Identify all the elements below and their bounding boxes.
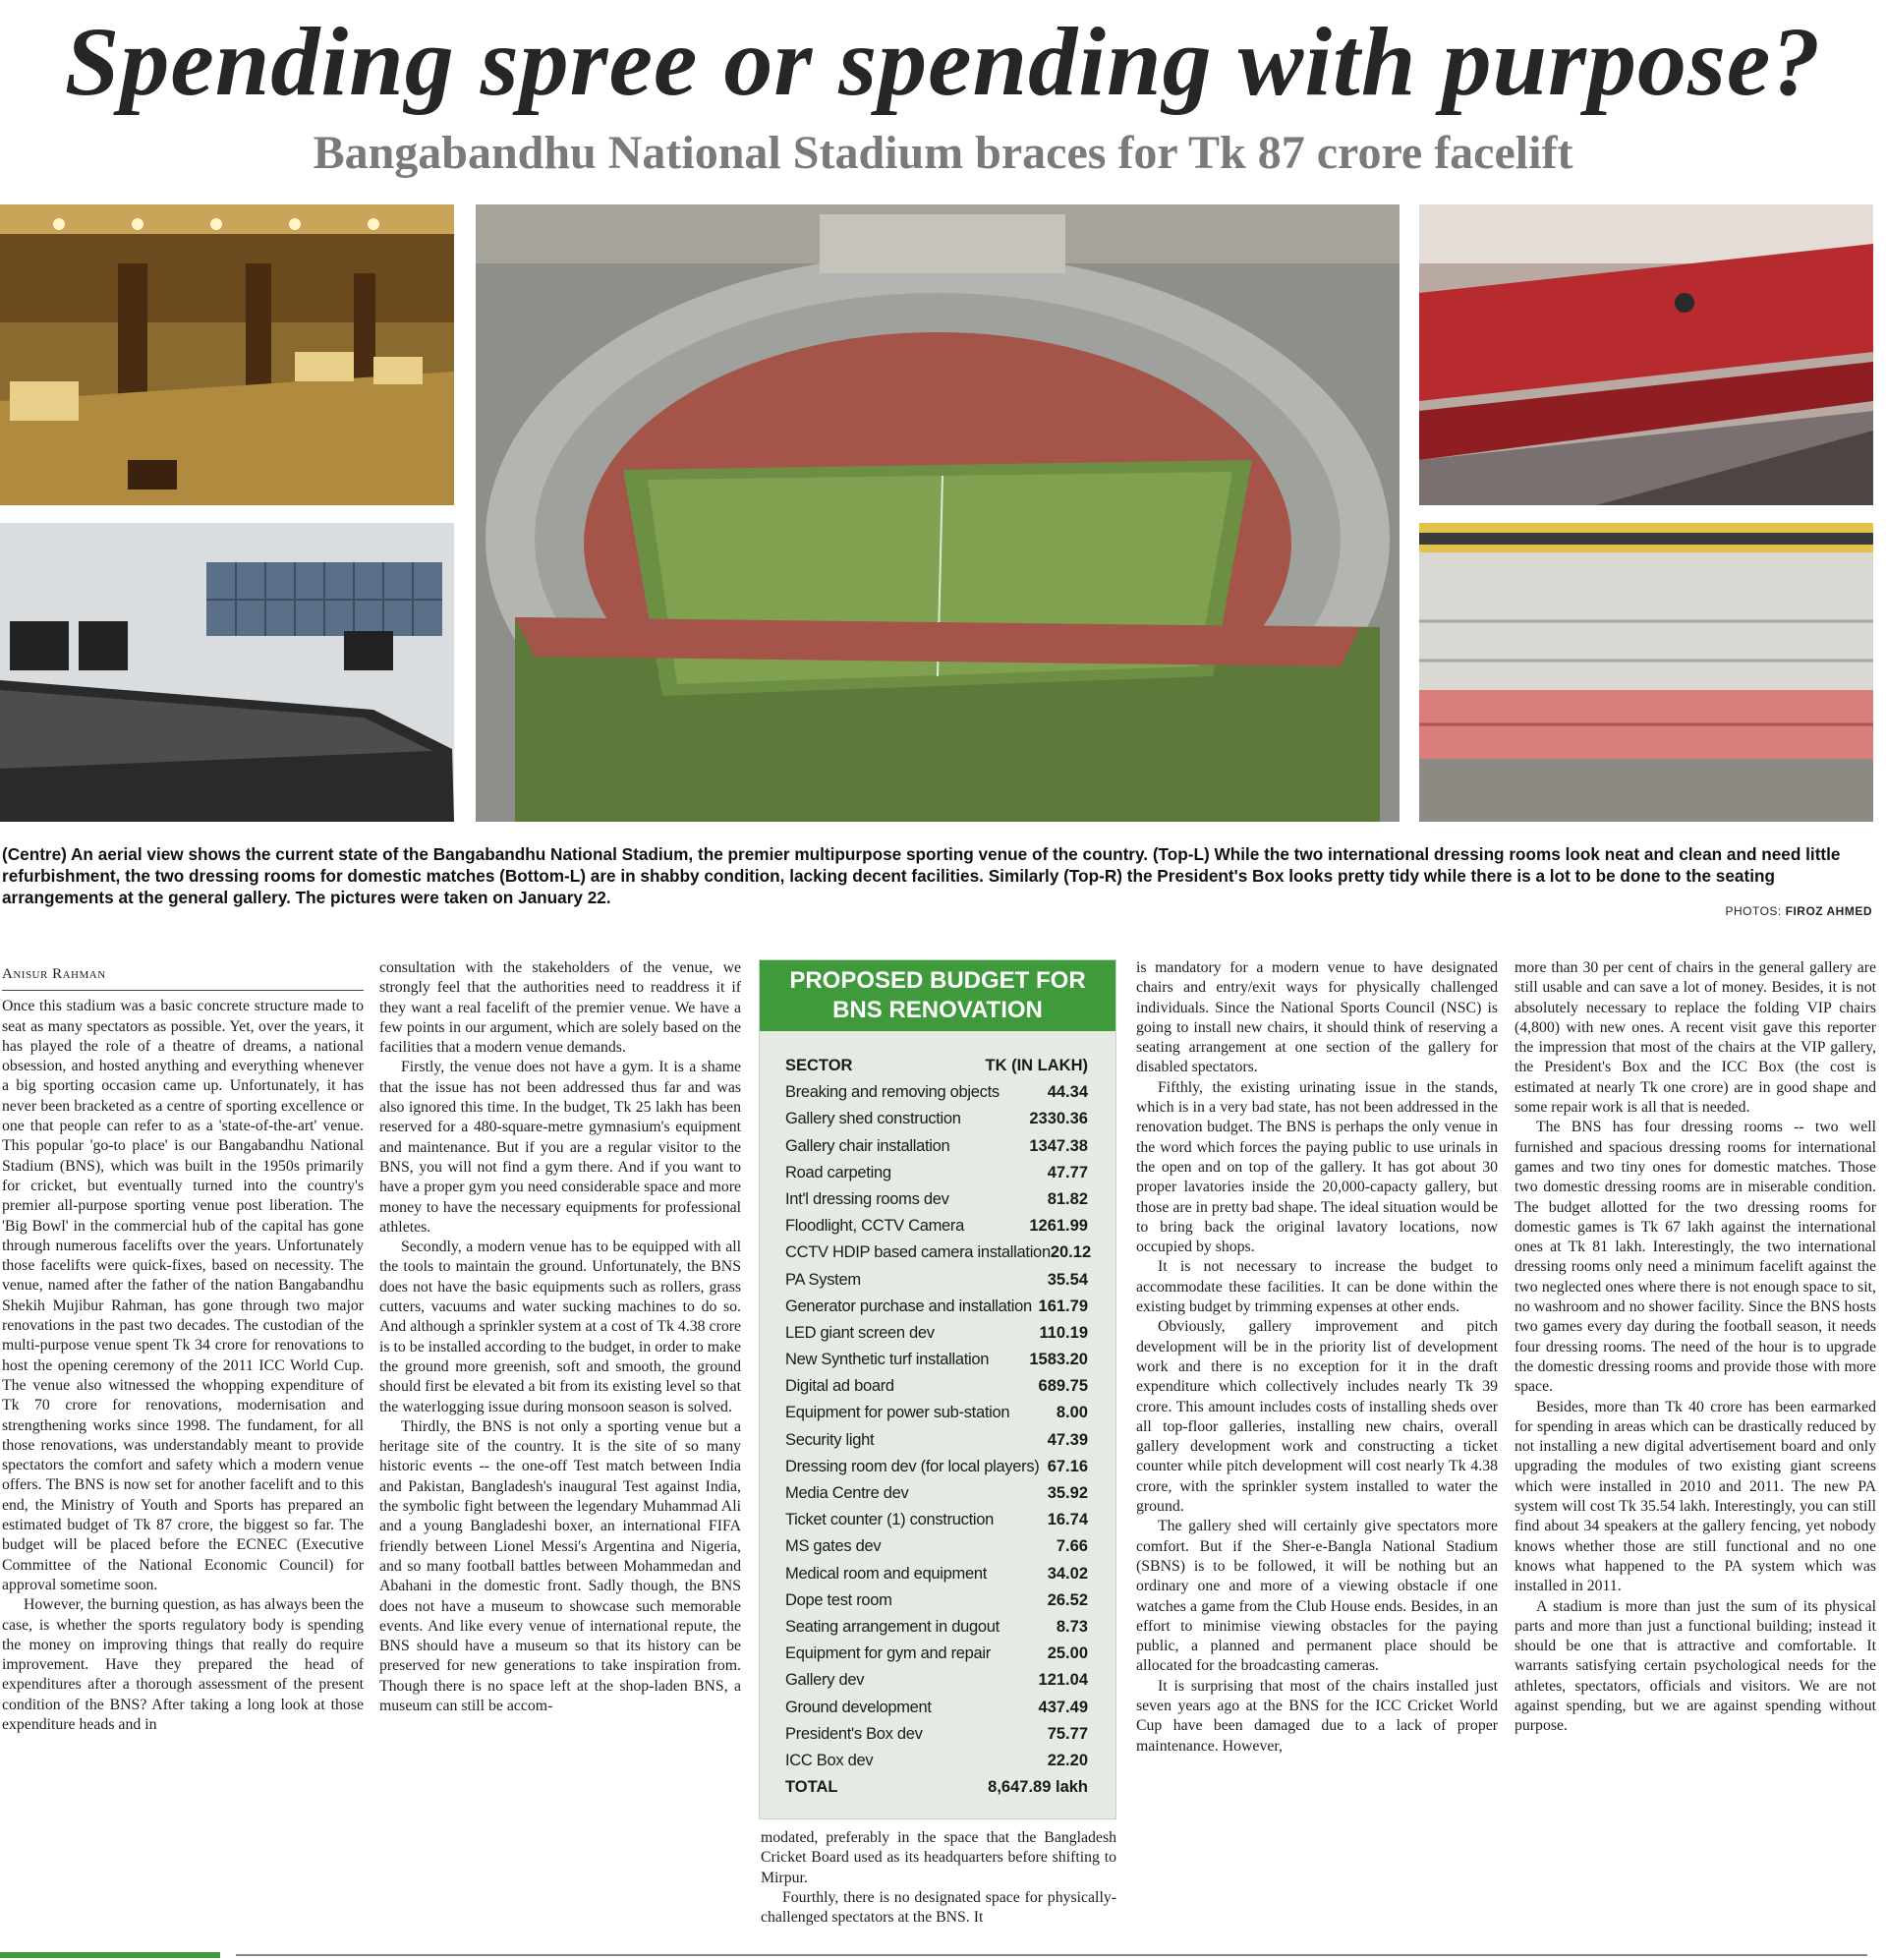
article-column-4	[1136, 958, 1498, 1951]
article-paragraph: Fifthly, the existing urinating issue in the stands, which is in a very bad state, has not been addressed in the renovation budget. The BNS is perhaps the only venue in the word which forces the paying public to use urinals in the open and on top of the gallery. It has got about 30 proper lavatories inside the 20,000-capacty gallery, but those are in pretty bad shape. The ideal situation would be to bring back the original lavatory locations, now occupied by shops.	[1136, 1078, 1498, 1256]
budget-value: 35.54	[1047, 1270, 1088, 1289]
budget-row	[785, 1533, 1088, 1560]
article-paragraph: Secondly, a modern venue has to be equipped with all the tools to maintain the ground. Unfortunately, the BNS does not have the basic equipments such as rollers, grass cutters, vacuums and water sucking machines to do so. And although a sprinkler system at a cost of Tk 4.38 crore is to be installed according to the budget, in order to make the ground more greenish, soft and smooth, the ground should first be elevated a bit from its existing level so that the waterlogging issue during monsoon season is solved.	[379, 1239, 741, 1415]
photo-stadium-aerial-view	[476, 204, 1400, 822]
budget-value: 121.04	[1038, 1671, 1088, 1690]
photo-general-gallery-seats	[1419, 523, 1873, 822]
budget-sector: Equipment for power sub-station	[785, 1404, 1010, 1422]
budget-value: 1347.38	[1029, 1136, 1088, 1155]
photo-domestic-dressing-room	[0, 523, 454, 822]
article-column-3	[761, 1828, 1116, 1954]
article-column-5	[1515, 958, 1876, 1951]
photo-credit-label: PHOTOS:	[1725, 904, 1782, 918]
budget-header-value: TK (IN LAKH)	[985, 1057, 1088, 1074]
budget-table-box	[759, 959, 1116, 1819]
budget-row	[785, 1667, 1088, 1694]
budget-row	[785, 1160, 1088, 1186]
article-paragraph: Firstly, the venue does not have a gym. It is a shame that the issue has not been addressed thus far and was also ignored this time. In the budget, Tk 25 lakh has been reserved for a 480-square-metre gymnasium's equipment and maintenance. But if you are a regular visitor to the BNS, you will not find a gym there. And if you want to have a proper gym you need considerable space and more money to have the necessary equipments for professional athletes.	[379, 1059, 741, 1236]
budget-value: 2330.36	[1029, 1110, 1088, 1128]
byline: Anisur Rahman	[2, 966, 106, 982]
budget-value: 110.19	[1039, 1323, 1088, 1342]
byline-rule	[2, 990, 364, 991]
budget-row	[785, 1507, 1088, 1533]
budget-sector: Media Centre dev	[785, 1484, 909, 1502]
budget-row	[785, 1614, 1088, 1641]
budget-row	[785, 1748, 1088, 1774]
budget-value: 7.66	[1056, 1537, 1088, 1556]
budget-sector: CCTV HDIP based camera installation	[785, 1243, 1051, 1262]
budget-sector: Ground development	[785, 1698, 932, 1716]
article-paragraph: The gallery shed will certainly give spectators more comfort. But if the Sher-e-Bangla National Stadium (SBNS) is to be followed, it will be nothing but an ordinary one and more of a viewing obstacle if one watches a game from the Club House ends. Besides, in an effort to minimise viewing obstacles for the paying public, a planned and permanent place should be allocated for the broadcasting cameras.	[1136, 1518, 1498, 1675]
budget-row	[785, 1427, 1088, 1454]
budget-value: 22.20	[1047, 1751, 1088, 1769]
budget-value: 67.16	[1047, 1457, 1088, 1475]
budget-sector: Digital ad board	[785, 1377, 894, 1396]
budget-sector: Dope test room	[785, 1590, 892, 1609]
budget-row	[785, 1641, 1088, 1667]
budget-row	[785, 1400, 1088, 1426]
budget-row	[785, 1695, 1088, 1721]
budget-table	[760, 1031, 1115, 1801]
budget-sector: PA System	[785, 1270, 861, 1289]
budget-row	[785, 1561, 1088, 1587]
budget-sector: MS gates dev	[785, 1537, 882, 1556]
budget-value: 47.77	[1047, 1163, 1088, 1182]
budget-title-line-2: BNS RENOVATION	[832, 997, 1043, 1023]
budget-sector: LED giant screen dev	[785, 1323, 935, 1342]
budget-row	[785, 1347, 1088, 1373]
budget-row	[785, 1373, 1088, 1400]
budget-row	[785, 1106, 1088, 1132]
budget-sector: Int'l dressing rooms dev	[785, 1189, 949, 1208]
article-paragraph: modated, preferably in the space that the Bangladesh Cricket Board used as its headquarters before shifting to Mirpur.	[761, 1829, 1116, 1886]
budget-row	[785, 1186, 1088, 1213]
budget-title-line-1: PROPOSED BUDGET FOR	[789, 967, 1086, 994]
budget-sector: Gallery chair installation	[785, 1136, 950, 1155]
budget-value: 81.82	[1047, 1189, 1088, 1208]
budget-value: 8.00	[1056, 1404, 1088, 1422]
article-column-2	[379, 958, 741, 1951]
photo-presidents-box	[1419, 204, 1873, 505]
budget-value: 34.02	[1047, 1564, 1088, 1583]
photo-caption: (Centre) An aerial view shows the current state of the Bangabandhu National Stadium, the premier multipurpose sporting venue of the country. (Top-L) While the two international dressing rooms look neat and clean and need little refurbishment, the two dressing rooms for domestic matches (Bottom-L) are in shabby condition, lacking decent facilities. Similarly (Top-R) the President's Box looks pretty tidy while there is a lot to be done to the seating arrangements at the general gallery. The pictures were taken on January 22.	[2, 844, 1841, 907]
article-paragraph: It is not necessary to increase the budget to accommodate these facilities. It can be done within the existing budget by trimming expenses at other ends.	[1136, 1258, 1498, 1316]
subheadline: Bangabandhu National Stadium braces for Tk 87 crore facelift	[313, 127, 1573, 179]
budget-sector: Seating arrangement in dugout	[785, 1617, 1000, 1636]
budget-value: 35.92	[1047, 1484, 1088, 1502]
budget-total-row	[785, 1774, 1088, 1801]
budget-sector: Generator purchase and installation	[785, 1297, 1032, 1315]
budget-value: 437.49	[1038, 1698, 1088, 1716]
budget-sector: Medical room and equipment	[785, 1564, 987, 1583]
footer-rule	[236, 1954, 1867, 1956]
budget-row	[785, 1294, 1088, 1320]
budget-value: 47.39	[1047, 1430, 1088, 1449]
footer-accent-bar	[0, 1952, 220, 1958]
budget-total-value: 8,647.89 lakh	[988, 1778, 1088, 1797]
budget-value: 689.75	[1038, 1377, 1088, 1396]
budget-sector: ICC Box dev	[785, 1751, 874, 1769]
budget-row	[785, 1267, 1088, 1294]
budget-sector: New Synthetic turf installation	[785, 1351, 990, 1369]
budget-row	[785, 1454, 1088, 1480]
photo-international-dressing-room	[0, 204, 454, 505]
article-paragraph: is mandatory for a modern venue to have designated chairs and entry/exit ways for physically challenged individuals. Since the National Sports Council (NSC) is going to install new chairs, it should think of reserving a seating arrangement at one section of the gallery for disabled spectators.	[1136, 959, 1498, 1076]
article-paragraph: Thirdly, the BNS is not only a sporting venue but a heritage site of the country. It is the site of so many historic events -- the one-off Test match between India and Pakistan, Bangladesh's inaugural Test against India, the symbolic fight between the legendary Muhammad Ali and a young Bangladeshi boxer, an international FIFA friendly between Lionel Messi's Argentina and Nigeria, and so many football battles between Mohammedan and Abahani in the domestic front. Sadly though, the BNS does not have a museum to showcase such memorable events. And like every venue of international repute, the BNS should have a museum so that its history can be preserved for new generations to take inspiration from. Though there is no space left at the shop-laden BNS, a museum can still be accom-	[379, 1417, 741, 1714]
budget-row	[785, 1721, 1088, 1748]
budget-sector: President's Box dev	[785, 1724, 923, 1743]
article-paragraph: consultation with the stakeholders of the venue, we strongly feel that the authorities need to readdress it if they want a real facelift of the premier venue. We have a few points in our argument, which are solely based on the facilities that a modern venue demands.	[379, 959, 741, 1057]
budget-value: 16.74	[1047, 1511, 1088, 1529]
budget-row	[785, 1239, 1092, 1266]
budget-title	[760, 960, 1115, 1031]
budget-row	[785, 1079, 1088, 1106]
photo-credit-name: FIROZ AHMED	[1785, 904, 1872, 918]
article-paragraph: Obviously, gallery improvement and pitch development will be in the priority list of development work and there is no exception for it in the draft expenditure which collectively includes nearly Tk 39 crore. This amount includes costs of installing sheds over all top-floor galleries, installing new chairs, overall gallery development work and constructing a ticket counter while pitch development will cost nearly Tk 4.38 crore, with the sprinkler system installed to water the ground.	[1136, 1318, 1498, 1516]
budget-header-row	[785, 1053, 1088, 1079]
budget-value: 75.77	[1047, 1724, 1088, 1743]
article-paragraph: It is surprising that most of the chairs installed just seven years ago at the BNS for the ICC Cricket World Cup have been damaged due to a lack of proper maintenance. However,	[1136, 1677, 1498, 1755]
budget-sector: Gallery dev	[785, 1671, 865, 1690]
budget-value: 161.79	[1038, 1297, 1088, 1315]
article-paragraph: Besides, more than Tk 40 crore has been earmarked for spending in areas which can be drastically reduced by not installing a new digital advertisement board and only upgrading the modules of two existing giant screens which were installed in 2010 and 2011. The new PA system will cost Tk 35.54 lakh. Interestingly, you can still find about 34 speakers at the gallery fencing, yet nobody knows whether those are still functional and no one knows what happened to the PA system which was installed in 2011.	[1515, 1398, 1876, 1595]
budget-row	[785, 1480, 1088, 1507]
budget-header-sector: SECTOR	[785, 1057, 853, 1074]
budget-value: 25.00	[1047, 1644, 1088, 1663]
photo-credit	[1725, 904, 1872, 918]
budget-row	[785, 1320, 1088, 1347]
article-paragraph: A stadium is more than just the sum of its physical parts and more than just a functional building; instead it should be one that is attractive and comfortable. It warrants satisfying certain psychological needs for the athletes, spectators, officials and visitors. We are not against spending, but we are against spending without purpose.	[1515, 1597, 1876, 1735]
budget-sector: Road carpeting	[785, 1163, 891, 1182]
budget-value: 8.73	[1056, 1617, 1088, 1636]
article-paragraph: more than 30 per cent of chairs in the general gallery are still usable and can save a lot of money. Besides, it is not absolutely necessary to replace the folding VIP chairs (4,800) with new ones. A recent visit gave this reporter the impression that most of the chairs at the VIP gallery, the President's Box and the ICC Box (the cost is estimated at nearly Tk one crore) are in good shape and some repair work is all that is needed.	[1515, 959, 1876, 1117]
headline: Spending spree or spending with purpose?	[64, 7, 1822, 116]
article-paragraph: However, the burning question, as has always been the case, is whether the sports regulatory body is spending the money on improving things that really do require improvement. Have they prepared the head of expenditures after a thorough assessment of the present condition of the BNS? After taking a long look at those expenditure heads and in	[2, 1596, 364, 1733]
budget-value: 44.34	[1047, 1083, 1088, 1102]
article-paragraph: The BNS has four dressing rooms -- two well furnished and spacious dressing rooms for international games and two tiny ones for domestic matches. Those two domestic dressing rooms are in miserable condition. The budget allotted for the two dressing rooms for domestic games is Tk 67 lakh against the international ones at Tk 81 lakh. Interestingly, the two international dressing rooms only need a minimum facelift against the two neglected ones where there is not enough space to sit, no washroom and no shower facility. Since the BNS hosts two games every day during the football season, it needs four dressing rooms. The need of the hour is to upgrade the domestic dressing rooms and provide those with more space.	[1515, 1119, 1876, 1396]
budget-row	[785, 1213, 1088, 1239]
budget-value: 20.12	[1050, 1243, 1092, 1262]
article-paragraph: Fourthly, there is no designated space for physically-challenged spectators at the BNS. It	[761, 1888, 1116, 1927]
budget-sector: Floodlight, CCTV Camera	[785, 1217, 964, 1236]
budget-sector: Breaking and removing objects	[785, 1083, 1000, 1102]
budget-row	[785, 1133, 1088, 1160]
budget-row	[785, 1587, 1088, 1614]
budget-sector: Ticket counter (1) construction	[785, 1511, 995, 1529]
budget-value: 26.52	[1047, 1590, 1088, 1609]
budget-sector: Dressing room dev (for local players)	[785, 1457, 1040, 1475]
budget-total-label: TOTAL	[785, 1778, 838, 1797]
article-paragraph: Once this stadium was a basic concrete structure made to seat as many spectators as possible. Yet, over the years, it has played the role of a theatre of dreams, a national obsession, and hosted anything and everything whenever a big sporting occasion came up. Unfortunately, it has never been bracketed as a centre of sporting excellence or one that people can refer to as a 'state-of-the-art' venue. This popular 'go-to place' is our Bangabandhu National Stadium (BNS), which was built in the 1950s primarily for cricket, but eventually turned into the country's premier all-purpose sporting venue post liberation. The 'Big Bowl' in the commercial hub of the capital has gone through numerous facelifts over the years. Unfortunately those facelifts were quick-fixes, based on necessity. The venue, named after the father of the nation Bangabandhu Shekih Mujibur Rahman, has gone through two major renovations in the past two decades. The custodian of the multi-purpose venue spent Tk 34 crore for renovations to host the opening ceremony of the 2011 ICC World Cup. The venue also witnessed the whopping expenditure of Tk 70 crore for renovations, modernisation and strengthening works since 1998. The fundament, for all those renovations, was understandably meant to provide spectators the comfort and safety which a modern venue offers. The BNS is now set for another facelift and to this end, the Ministry of Youth and Sports has prepared an estimated budget of Tk 87 crore, the biggest so far. The budget will be placed before the ECNEC (Executive Committee of the National Economic Council) for approval sometime soon.	[2, 998, 364, 1593]
budget-sector: Equipment for gym and repair	[785, 1644, 991, 1663]
article-column-1	[2, 958, 364, 1951]
budget-sector: Security light	[785, 1430, 875, 1449]
budget-value: 1261.99	[1029, 1217, 1088, 1236]
budget-sector: Gallery shed construction	[785, 1110, 961, 1128]
budget-value: 1583.20	[1029, 1351, 1088, 1369]
